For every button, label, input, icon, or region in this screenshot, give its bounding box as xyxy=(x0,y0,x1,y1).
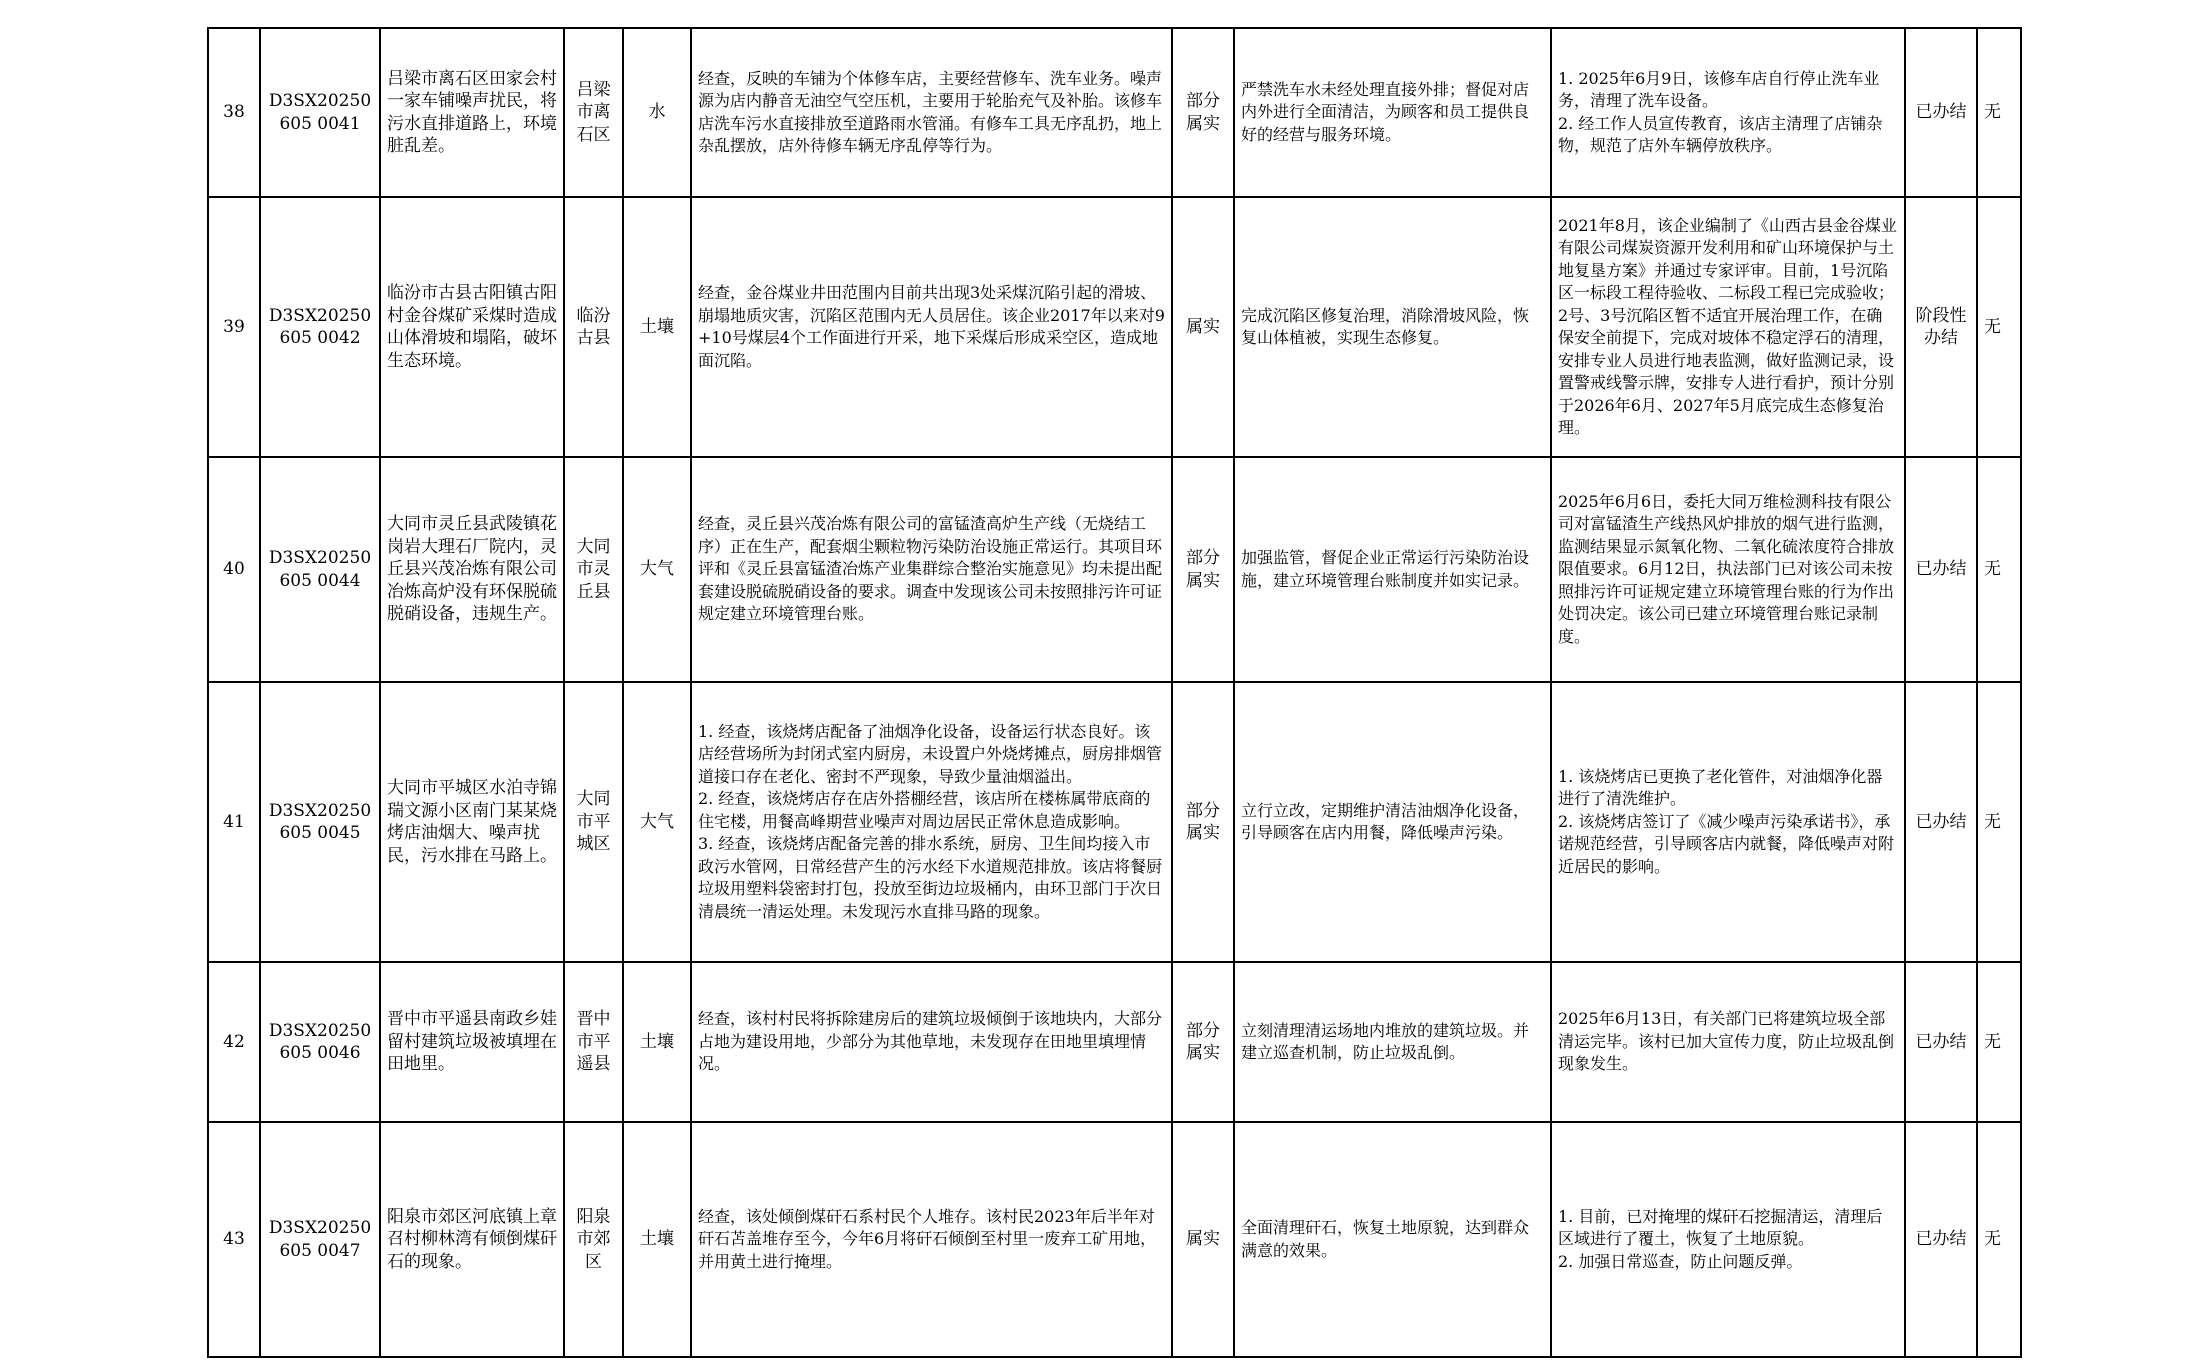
status: 已办结 xyxy=(1905,1122,1977,1357)
status: 已办结 xyxy=(1905,457,1977,682)
region: 大同市灵丘县 xyxy=(564,457,623,682)
complaint-content: 大同市灵丘县武陵镇花岗岩大理石厂院内，灵丘县兴茂冶炼有限公司冶炼高炉没有环保脱硫脱硝设备，违规生产。 xyxy=(380,457,564,682)
region: 晋中市平遥县 xyxy=(564,962,623,1122)
status: 已办结 xyxy=(1905,962,1977,1122)
row-number: 41 xyxy=(208,682,260,962)
verdict: 部分属实 xyxy=(1172,962,1234,1122)
rectification-requirement: 严禁洗车水未经处理直接外排；督促对店内外进行全面清洁，为顾客和员工提供良好的经营与服务环境。 xyxy=(1234,28,1551,197)
region: 阳泉市郊区 xyxy=(564,1122,623,1357)
investigation-finding: 经查，反映的车铺为个体修车店，主要经营修车、洗车业务。噪声源为店内静音无油空气空压机，主要用于轮胎充气及补胎。该修车店洗车污水直接排放至道路雨水管涌。有修车工具无序乱扔，地上杂乱摆放，店外待修车辆无序乱停等行为。 xyxy=(691,28,1172,197)
rectification-progress: 1. 该烧烤店已更换了老化管件，对油烟净化器进行了清洗维护。 2. 该烧烤店签订了《减少噪声污染承诺书》，承诺规范经营，引导顾客店内就餐，降低噪声对附近居民的影响。 xyxy=(1551,682,1905,962)
pollution-type: 大气 xyxy=(623,457,691,682)
investigation-finding: 1. 经查，该烧烤店配备了油烟净化设备，设备运行状态良好。该店经营场所为封闭式室内厨房，未设置户外烧烤摊点，厨房排烟管道接口存在老化、密封不严现象，导致少量油烟溢出。 2. 经查，该烧烤店存在店外搭棚经营，该店所在楼栋属带底商的住宅楼，用餐高峰期营业噪声对周边居民正常休息造成影响。 3. 经查，该烧烤店配备完善的排水系统，厨房、卫生间均接入市政污水管网，日常经营产生的污水经下水道规范排放。该店将餐厨垃圾用塑料袋密封打包，投放至街边垃圾桶内，由环卫部门于次日清晨统一清运处理。未发现污水直排马路的现象。 xyxy=(691,682,1172,962)
accountability: 无 xyxy=(1977,28,2021,197)
rectification-requirement: 完成沉陷区修复治理，消除滑坡风险，恢复山体植被，实现生态修复。 xyxy=(1234,197,1551,457)
rectification-requirement: 全面清理矸石，恢复土地原貌，达到群众满意的效果。 xyxy=(1234,1122,1551,1357)
pollution-type: 土壤 xyxy=(623,197,691,457)
rectification-requirement: 加强监管，督促企业正常运行污染防治设施，建立环境管理台账制度并如实记录。 xyxy=(1234,457,1551,682)
table-row xyxy=(208,1122,2021,1357)
investigation-finding: 经查，金谷煤业井田范围内目前共出现3处采煤沉陷引起的滑坡、崩塌地质灾害，沉陷区范围内无人员居住。该企业2017年以来对9+10号煤层4个工作面进行开采，地下采煤后形成采空区，造成地面沉陷。 xyxy=(691,197,1172,457)
table-row xyxy=(208,962,2021,1122)
complaint-content: 晋中市平遥县南政乡娃留村建筑垃圾被填埋在田地里。 xyxy=(380,962,564,1122)
rectification-requirement: 立行立改，定期维护清洁油烟净化设备，引导顾客在店内用餐，降低噪声污染。 xyxy=(1234,682,1551,962)
case-code: D3SX20250605 0046 xyxy=(260,962,380,1122)
table-row xyxy=(208,457,2021,682)
rectification-requirement: 立刻清理清运场地内堆放的建筑垃圾。并建立巡查机制，防止垃圾乱倒。 xyxy=(1234,962,1551,1122)
complaint-content: 阳泉市郊区河底镇上章召村柳林湾有倾倒煤矸石的现象。 xyxy=(380,1122,564,1357)
case-code: D3SX20250605 0047 xyxy=(260,1122,380,1357)
accountability: 无 xyxy=(1977,457,2021,682)
pollution-type: 大气 xyxy=(623,682,691,962)
status: 已办结 xyxy=(1905,682,1977,962)
pollution-type: 土壤 xyxy=(623,962,691,1122)
accountability: 无 xyxy=(1977,197,2021,457)
complaint-content: 大同市平城区水泊寺锦瑞文源小区南门某某烧烤店油烟大、噪声扰民，污水排在马路上。 xyxy=(380,682,564,962)
complaint-content: 临汾市古县古阳镇古阳村金谷煤矿采煤时造成山体滑坡和塌陷，破坏生态环境。 xyxy=(380,197,564,457)
case-code: D3SX20250605 0044 xyxy=(260,457,380,682)
accountability: 无 xyxy=(1977,1122,2021,1357)
investigation-finding: 经查，该村村民将拆除建房后的建筑垃圾倾倒于该地块内，大部分占地为建设用地，少部分为其他草地，未发现存在田地里填埋情况。 xyxy=(691,962,1172,1122)
status: 已办结 xyxy=(1905,28,1977,197)
row-number: 39 xyxy=(208,197,260,457)
case-code: D3SX20250605 0041 xyxy=(260,28,380,197)
case-table xyxy=(207,27,2022,1358)
row-number: 40 xyxy=(208,457,260,682)
row-number: 42 xyxy=(208,962,260,1122)
verdict: 部分属实 xyxy=(1172,457,1234,682)
verdict: 部分属实 xyxy=(1172,682,1234,962)
pollution-type: 水 xyxy=(623,28,691,197)
pollution-type: 土壤 xyxy=(623,1122,691,1357)
row-number: 43 xyxy=(208,1122,260,1357)
region: 大同市平城区 xyxy=(564,682,623,962)
investigation-finding: 经查，该处倾倒煤矸石系村民个人堆存。该村民2023年后半年对矸石苫盖堆存至今，今年6月将矸石倾倒至村里一废弃工矿用地，并用黄土进行掩埋。 xyxy=(691,1122,1172,1357)
status: 阶段性办结 xyxy=(1905,197,1977,457)
rectification-progress: 2025年6月13日，有关部门已将建筑垃圾全部清运完毕。该村已加大宣传力度，防止垃圾乱倒现象发生。 xyxy=(1551,962,1905,1122)
region: 临汾古县 xyxy=(564,197,623,457)
rectification-progress: 1. 目前，已对掩埋的煤矸石挖掘清运，清理后区域进行了覆土，恢复了土地原貌。 2. 加强日常巡查，防止问题反弹。 xyxy=(1551,1122,1905,1357)
case-code: D3SX20250605 0042 xyxy=(260,197,380,457)
rectification-progress: 1. 2025年6月9日，该修车店自行停止洗车业务，清理了洗车设备。 2. 经工作人员宣传教育，该店主清理了店铺杂物，规范了店外车辆停放秩序。 xyxy=(1551,28,1905,197)
case-code: D3SX20250605 0045 xyxy=(260,682,380,962)
region: 吕梁市离石区 xyxy=(564,28,623,197)
accountability: 无 xyxy=(1977,962,2021,1122)
table-row xyxy=(208,28,2021,197)
rectification-progress: 2025年6月6日，委托大同万维检测科技有限公司对富锰渣生产线热风炉排放的烟气进行监测，监测结果显示氮氧化物、二氧化硫浓度符合排放限值要求。6月12日，执法部门已对该公司未按照排污许可证规定建立环境管理台账的行为作出处罚决定。该公司已建立环境管理台账记录制度。 xyxy=(1551,457,1905,682)
complaint-content: 吕梁市离石区田家会村一家车铺噪声扰民，将污水直排道路上，环境脏乱差。 xyxy=(380,28,564,197)
row-number: 38 xyxy=(208,28,260,197)
verdict: 部分属实 xyxy=(1172,28,1234,197)
table-row xyxy=(208,197,2021,457)
table-row xyxy=(208,682,2021,962)
investigation-finding: 经查，灵丘县兴茂冶炼有限公司的富锰渣高炉生产线（无烧结工序）正在生产，配套烟尘颗粒物污染防治设施正常运行。其项目环评和《灵丘县富锰渣冶炼产业集群综合整治实施意见》均未提出配套建设脱硫脱硝设备的要求。调查中发现该公司未按照排污许可证规定建立环境管理台账。 xyxy=(691,457,1172,682)
verdict: 属实 xyxy=(1172,1122,1234,1357)
rectification-progress: 2021年8月，该企业编制了《山西古县金谷煤业有限公司煤炭资源开发利用和矿山环境保护与土地复垦方案》并通过专家评审。目前，1号沉陷区一标段工程待验收、二标段工程已完成验收；2号、3号沉陷区暂不适宜开展治理工作，在确保安全前提下，完成对坡体不稳定浮石的清理，安排专业人员进行地表监测，做好监测记录，设置警戒线警示牌，安排专人进行看护，预计分别于2026年6月、2027年5月底完成生态修复治理。 xyxy=(1551,197,1905,457)
accountability: 无 xyxy=(1977,682,2021,962)
verdict: 属实 xyxy=(1172,197,1234,457)
